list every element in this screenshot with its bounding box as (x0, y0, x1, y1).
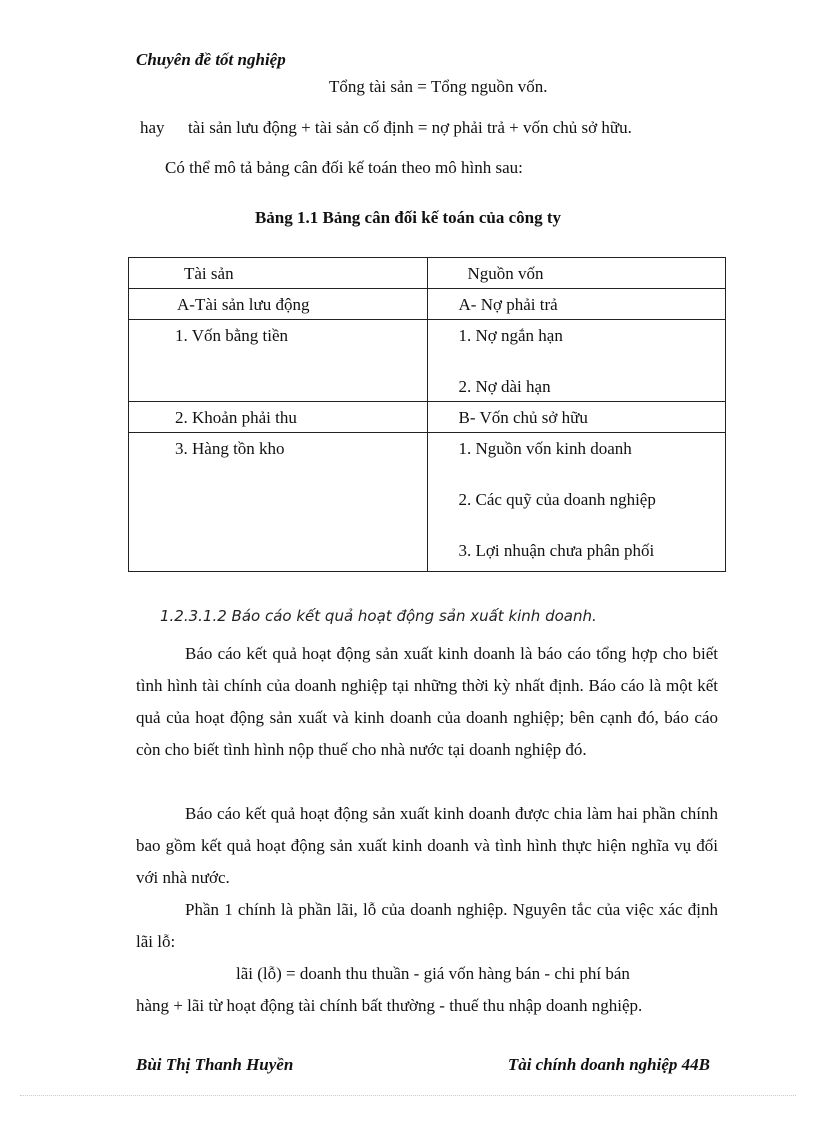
cell-text: Nguồn vốn (467, 264, 544, 283)
header-sources (427, 258, 726, 289)
table-row (129, 289, 726, 320)
cell-inventory (129, 433, 428, 572)
cell-text: 2. Khoản phải thu (175, 408, 297, 427)
model-description: Có thể mô tả bảng cân đối kế toán theo mô hình sau: (165, 158, 523, 177)
cell-text: 3. Lợi nhuận chưa phân phối (458, 541, 655, 560)
paragraph-2: Báo cáo kết quả hoạt động sản xuất kinh doanh được chia làm hai phần chính bao gồm kết quả hoạt động sản xuất kinh doanh và tình hình thực hiện nghĩa vụ đối với nhà nước. (136, 804, 718, 887)
cell-debts (427, 320, 726, 402)
cell-text: 2. Nợ dài hạn (458, 377, 551, 396)
cell-liabilities (427, 289, 726, 320)
cell-text: Tài sản (184, 264, 234, 283)
table-row (129, 402, 726, 433)
paragraph-1: Báo cáo kết quả hoạt động sản xuất kinh doanh là báo cáo tổng hợp cho biết tình hình tài chính của doanh nghiệp tại những thời kỳ nhất định. Báo cáo là một kết quả của hoạt động sản xuất và kinh doanh của doanh nghiệp; bên cạnh đó, báo cáo còn cho biết tình hình nộp thuế cho nhà nước tại doanh nghiệp đó. (136, 644, 718, 759)
cell-current-assets (129, 289, 428, 320)
equation-prefix: hay (140, 118, 165, 137)
cell-text: B- Vốn chủ sở hữu (458, 408, 588, 427)
page-bottom-divider (20, 1095, 796, 1096)
table-row (129, 258, 726, 289)
equation-total: Tổng tài sản = Tổng nguồn vốn. (329, 77, 548, 96)
cell-equity (427, 402, 726, 433)
cell-cash (129, 320, 428, 402)
section-heading: 1.2.3.1.2 Báo cáo kết quả hoạt động sản xuất kinh doanh. (160, 607, 597, 625)
paragraph-3: Phần 1 chính là phần lãi, lỗ của doanh nghiệp. Nguyên tắc của việc xác định lãi lỗ: (136, 900, 718, 951)
cell-text: 2. Các quỹ của doanh nghiệp (458, 490, 656, 509)
cell-text: 3. Hàng tồn kho (175, 439, 285, 458)
cell-receivables (129, 402, 428, 433)
cell-text: 1. Nợ ngắn hạn (458, 326, 563, 345)
cell-text: A- Nợ phải trả (458, 295, 558, 314)
table-row (129, 433, 726, 572)
equation-detail: tài sản lưu động + tài sản cố định = nợ phải trả + vốn chủ sở hữu. (188, 118, 632, 137)
footer-class: Tài chính doanh nghiệp 44B (507, 1055, 710, 1074)
cell-text: 1. Vốn bằng tiền (175, 326, 289, 345)
footer-author: Bùi Thị Thanh Huyền (136, 1055, 294, 1074)
balance-sheet-table (128, 257, 726, 572)
header-assets (129, 258, 428, 289)
formula-line-2: hàng + lãi từ hoạt động tài chính bất thường - thuế thu nhập doanh nghiệp. (136, 996, 643, 1015)
table-caption: Bảng 1.1 Bảng cân đối kế toán của công ty (254, 208, 562, 227)
running-header: Chuyên đề tốt nghiệp (136, 50, 286, 69)
cell-text: 1. Nguồn vốn kinh doanh (458, 439, 632, 458)
cell-equity-items (427, 433, 726, 572)
cell-text: A-Tài sản lưu động (177, 295, 310, 314)
formula-line-1: lãi (lỗ) = doanh thu thuần - giá vốn hàng bán - chi phí bán (236, 964, 630, 983)
table-row (129, 320, 726, 402)
